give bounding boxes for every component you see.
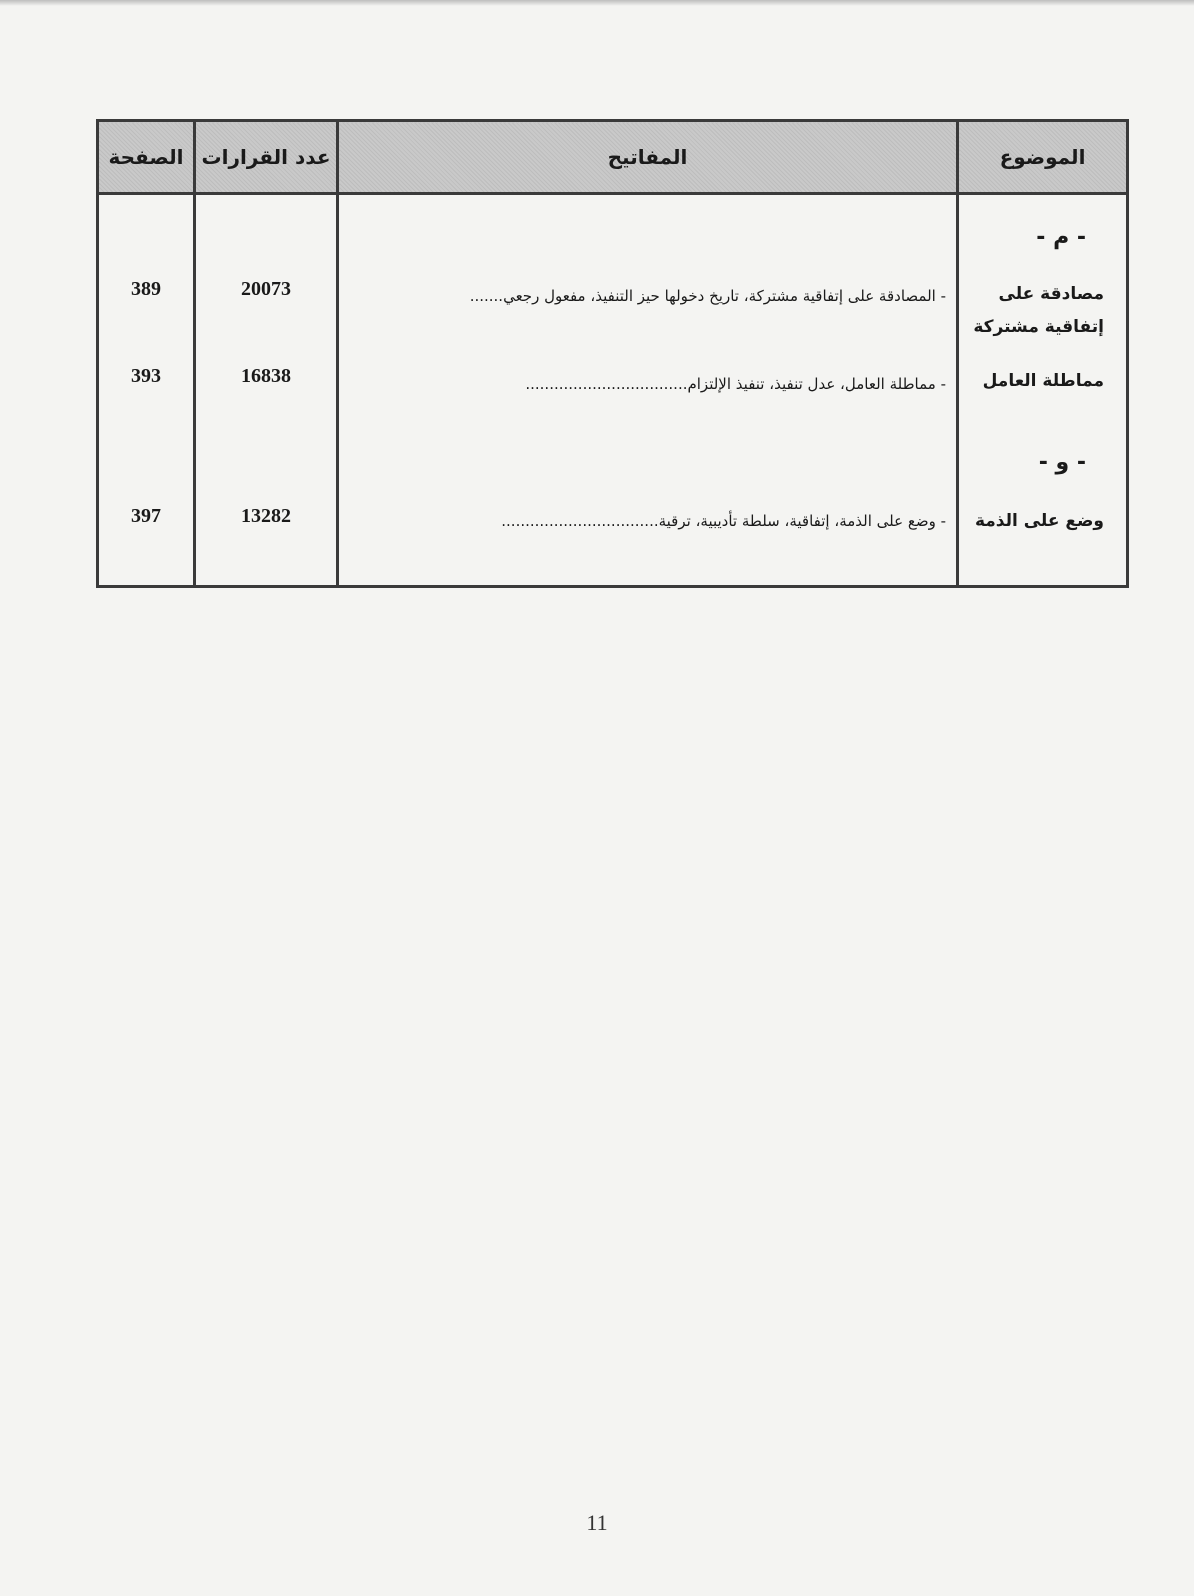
header-page: الصفحة [98,121,195,194]
topic-1-line1: مصادقة على [998,284,1104,304]
topic-2: مماطلة العامل [982,371,1104,391]
page-ref-3: 397 [131,505,161,527]
header-keywords: المفاتيح [338,121,958,194]
page-column [98,194,195,587]
decision-count-column [195,194,338,587]
page-ref-1: 389 [131,278,161,300]
body-row [98,194,1128,587]
decision-count-3: 13282 [241,505,291,527]
scan-edge-shadow [0,0,1194,6]
keywords-3: - وضع على الذمة، إتفاقية، سلطة تأديبية، ترقية................................. [501,512,946,530]
header-topic: الموضوع [958,121,1128,194]
page-number: 11 [586,1510,608,1535]
keywords-column [338,194,958,587]
keywords-1: - المصادقة على إتفاقية مشتركة، تاريخ دخولها حيز التنفيذ، مفعول رجعي....... [469,287,946,305]
decision-count-1: 20073 [241,278,291,300]
section-letter-mim: - م - [1036,225,1086,250]
decision-count-2: 16838 [241,365,291,387]
topic-column [958,194,1128,587]
index-table [96,119,1129,588]
topic-3: وضع على الذمة [974,511,1104,531]
header-row [98,121,1128,194]
page-ref-2: 393 [131,365,161,387]
section-letter-waw: - و - [1038,450,1086,475]
header-decision-count: عدد القرارات [195,121,338,194]
keywords-2: - مماطلة العامل، عدل تنفيذ، تنفيذ الإلتزام.................................. [525,375,946,393]
topic-1-line2: إتفاقية مشتركة [973,317,1104,337]
